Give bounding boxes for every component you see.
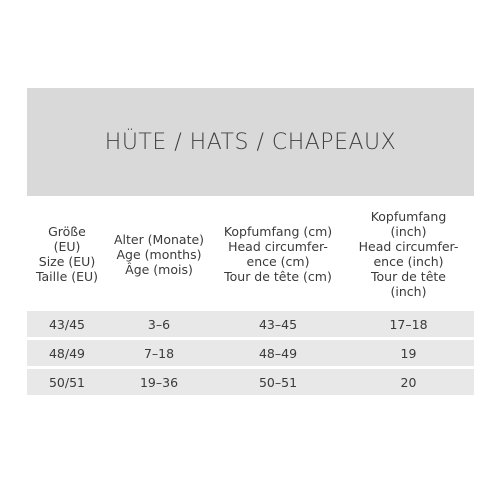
table-row (27, 369, 474, 395)
cell-size: 43/45 (48, 316, 86, 332)
cell-size: 48/49 (48, 345, 86, 361)
table-header (27, 204, 474, 304)
cell-size: 50/51 (48, 374, 86, 390)
cell-head-inch: 19 (400, 345, 417, 361)
cell-age: 19–36 (139, 374, 179, 390)
cell-head-cm: 43–45 (258, 316, 298, 332)
cell-head-cm: 48–49 (258, 345, 298, 361)
table-row (27, 340, 474, 366)
cell-head-inch: 17–18 (389, 316, 428, 332)
cell-head-cm: 50–51 (258, 374, 298, 390)
page-title: HÜTE / HATS / CHAPEAUX (104, 129, 397, 155)
table-row (27, 311, 474, 337)
column-header-size: Größe (EU) Size (EU) Taille (EU) (35, 224, 99, 284)
cell-age: 7–18 (143, 345, 175, 361)
cell-age: 3–6 (147, 316, 171, 332)
column-header-head-inch: Kopfumfang (inch) Head circumfer- ence (inch) Tour de tête (inch) (358, 209, 459, 299)
cell-head-inch: 20 (400, 374, 417, 390)
title-banner (27, 88, 474, 196)
column-header-head-cm: Kopfumfang (cm) Head circumfer- ence (cm) Tour de tête (cm) (223, 224, 333, 284)
column-header-age: Alter (Monate) Age (months) Âge (mois) (113, 231, 205, 277)
